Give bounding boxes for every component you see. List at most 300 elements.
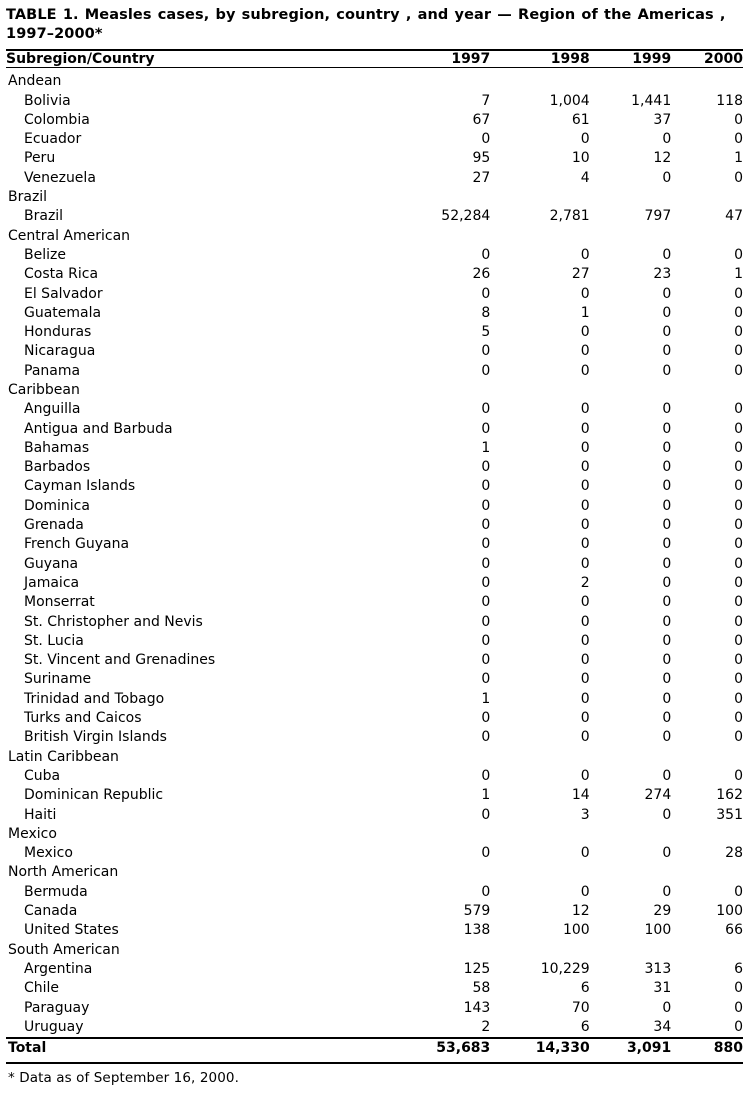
cases-2000 <box>671 863 743 882</box>
cases-2000: 0 <box>734 536 743 553</box>
cases-1999: 0 <box>662 594 672 611</box>
table-row <box>6 709 743 728</box>
table-row <box>6 207 743 226</box>
table-row <box>6 999 743 1018</box>
country-label: Dominican Republic <box>24 787 164 804</box>
cases-1997: 1 <box>481 439 491 456</box>
cases-1999: 0 <box>662 362 672 379</box>
country-label: Ecuador <box>24 131 82 148</box>
cases-1998 <box>490 227 589 246</box>
table-row <box>6 149 743 168</box>
table-row <box>6 1018 743 1038</box>
country-label: Canada <box>24 903 78 920</box>
cases-1999: 0 <box>662 574 672 591</box>
country-label: Brazil <box>24 208 64 225</box>
subregion-label: North American <box>8 864 119 881</box>
cases-1997: 0 <box>481 594 491 611</box>
country-label: British Virgin Islands <box>24 729 167 746</box>
table-row <box>6 111 743 130</box>
cases-2000 <box>671 381 743 400</box>
cases-1998: 4 <box>580 169 590 186</box>
cases-1999: 0 <box>662 999 672 1016</box>
country-label: Cuba <box>24 767 61 784</box>
table-row <box>6 92 743 111</box>
table-group-row <box>6 748 743 767</box>
cases-1998 <box>490 72 589 91</box>
cases-1999 <box>590 381 672 400</box>
cases-2000: 0 <box>734 420 743 437</box>
cases-1999: 0 <box>662 632 672 649</box>
cases-2000: 0 <box>734 574 743 591</box>
cases-1997: 125 <box>463 960 491 977</box>
cases-1998: 0 <box>580 594 590 611</box>
column-header-1997: 1997 <box>451 51 491 68</box>
cases-1999: 37 <box>653 111 672 128</box>
cases-1999: 1,441 <box>631 92 672 109</box>
cases-1997: 0 <box>481 845 491 862</box>
cases-1998: 0 <box>580 690 590 707</box>
table-row <box>6 439 743 458</box>
cases-2000: 0 <box>734 632 743 649</box>
country-label: Panama <box>24 362 81 379</box>
cases-1999 <box>590 748 672 767</box>
table-row <box>6 960 743 979</box>
cases-1998: 0 <box>580 131 590 148</box>
cases-1999: 313 <box>644 960 672 977</box>
cases-1997: 0 <box>481 497 491 514</box>
cases-1998: 0 <box>580 632 590 649</box>
cases-1999: 23 <box>653 266 672 283</box>
cases-2000: 0 <box>734 883 743 900</box>
country-label: Cayman Islands <box>24 478 136 495</box>
cases-1999: 0 <box>662 169 672 186</box>
cases-1997: 26 <box>472 266 491 283</box>
cases-1998 <box>490 825 589 844</box>
cases-1998: 0 <box>580 478 590 495</box>
cases-1999: 0 <box>662 401 672 418</box>
country-label: Jamaica <box>24 574 80 591</box>
table-row <box>6 670 743 689</box>
table-row <box>6 902 743 921</box>
cases-2000: 0 <box>734 652 743 669</box>
cases-1999: 0 <box>662 304 672 321</box>
cases-2000 <box>671 941 743 960</box>
table-group-row <box>6 863 743 882</box>
country-label: French Guyana <box>24 536 130 553</box>
cases-1999: 0 <box>662 324 672 341</box>
cases-1997: 5 <box>481 324 491 341</box>
cases-1998: 2 <box>580 574 590 591</box>
cases-1998: 70 <box>571 999 590 1016</box>
table-group-row <box>6 381 743 400</box>
cases-1997: 0 <box>481 131 491 148</box>
table-row <box>6 632 743 651</box>
cases-1998: 1,004 <box>549 92 590 109</box>
cases-1999 <box>590 863 672 882</box>
country-label: Costa Rica <box>24 266 99 283</box>
cases-1997: 0 <box>481 459 491 476</box>
measles-cases-table <box>6 49 743 1064</box>
subregion-label: Central American <box>8 227 131 244</box>
country-label: Guatemala <box>24 304 102 321</box>
cases-1997: 58 <box>472 980 491 997</box>
cases-2000: 1 <box>734 266 743 283</box>
table-group-row <box>6 72 743 91</box>
cases-1998: 0 <box>580 652 590 669</box>
cases-1997: 0 <box>481 613 491 630</box>
cases-2000: 0 <box>734 246 743 263</box>
cases-1997 <box>391 941 490 960</box>
subregion-label: Latin Caribbean <box>8 748 119 765</box>
cases-1998: 6 <box>580 1018 590 1035</box>
cases-1998: 61 <box>571 111 590 128</box>
cases-1998: 0 <box>580 401 590 418</box>
table-group-row <box>6 941 743 960</box>
cases-2000: 0 <box>734 362 743 379</box>
cases-1998: 27 <box>571 266 590 283</box>
table-row <box>6 285 743 304</box>
country-label: Turks and Caicos <box>24 710 142 727</box>
cases-1999: 100 <box>644 922 672 939</box>
cases-1998: 0 <box>580 459 590 476</box>
country-label: Uruguay <box>24 1018 84 1035</box>
cases-2000 <box>671 72 743 91</box>
cases-2000: 0 <box>734 594 743 611</box>
table-group-row <box>6 825 743 844</box>
cases-1998: 0 <box>580 845 590 862</box>
country-label: Argentina <box>24 960 93 977</box>
cases-1998: 0 <box>580 555 590 572</box>
table-row <box>6 516 743 535</box>
cases-1997: 67 <box>472 111 491 128</box>
cases-1997: 0 <box>481 517 491 534</box>
cases-1997: 1 <box>481 690 491 707</box>
column-header-1998: 1998 <box>550 51 590 68</box>
cases-2000 <box>671 748 743 767</box>
cases-1997: 2 <box>481 1018 491 1035</box>
cases-1997 <box>391 748 490 767</box>
cases-1999: 12 <box>653 150 672 167</box>
cases-1997: 53,683 <box>436 1040 491 1057</box>
cases-2000: 0 <box>734 343 743 360</box>
cases-1999 <box>590 941 672 960</box>
cases-1997: 0 <box>481 362 491 379</box>
cases-2000: 0 <box>734 980 743 997</box>
table-row <box>6 458 743 477</box>
table-row <box>6 420 743 439</box>
cases-1999: 0 <box>662 536 672 553</box>
country-label: Guyana <box>24 555 79 572</box>
cases-2000 <box>671 825 743 844</box>
table-row <box>6 979 743 998</box>
cases-1997: 1 <box>481 787 491 804</box>
cases-2000: 0 <box>734 478 743 495</box>
cases-2000: 0 <box>734 111 743 128</box>
cases-1997: 0 <box>481 536 491 553</box>
cases-2000: 118 <box>716 92 743 109</box>
cases-1997: 0 <box>481 420 491 437</box>
cases-2000: 0 <box>734 555 743 572</box>
table-row <box>6 304 743 323</box>
country-label: St. Christopher and Nevis <box>24 613 203 630</box>
cases-1998 <box>490 941 589 960</box>
cases-1999: 0 <box>662 517 672 534</box>
cases-1999: 0 <box>662 883 672 900</box>
table-row <box>6 728 743 747</box>
table-row <box>6 342 743 361</box>
country-label: Mexico <box>24 845 73 862</box>
cases-1999: 3,091 <box>626 1040 672 1057</box>
table-total-row <box>6 1038 743 1058</box>
cases-1999: 0 <box>662 806 672 823</box>
cases-1999: 0 <box>662 613 672 630</box>
table-row <box>6 767 743 786</box>
cases-2000 <box>671 188 743 207</box>
cases-1998: 2,781 <box>549 208 590 225</box>
cases-1997: 143 <box>463 999 491 1016</box>
cases-1999: 0 <box>662 845 672 862</box>
cases-1997 <box>391 381 490 400</box>
cases-1997: 0 <box>481 767 491 784</box>
cases-2000: 6 <box>734 960 743 977</box>
cases-2000 <box>671 227 743 246</box>
country-label: St. Lucia <box>24 632 84 649</box>
country-label: Chile <box>24 980 60 997</box>
table-header <box>6 50 743 68</box>
cases-1998: 3 <box>580 806 590 823</box>
cases-2000: 0 <box>734 517 743 534</box>
cases-1999: 0 <box>662 246 672 263</box>
country-label: Bahamas <box>24 439 90 456</box>
table-row <box>6 574 743 593</box>
cases-1998: 0 <box>580 246 590 263</box>
country-label: St. Vincent and Grenadines <box>24 652 216 669</box>
cases-1998: 0 <box>580 324 590 341</box>
cases-1997: 0 <box>481 671 491 688</box>
cases-2000: 0 <box>734 999 743 1016</box>
cases-2000: 0 <box>734 131 743 148</box>
cases-2000: 0 <box>734 324 743 341</box>
cases-1999: 0 <box>662 439 672 456</box>
cases-1999: 31 <box>653 980 672 997</box>
table-row <box>6 535 743 554</box>
column-header-1999: 1999 <box>632 51 672 68</box>
country-label: Nicaragua <box>24 343 96 360</box>
cases-1997: 0 <box>481 574 491 591</box>
table-row <box>6 497 743 516</box>
cases-1997 <box>391 188 490 207</box>
cases-2000: 0 <box>734 1018 743 1035</box>
table-row <box>6 593 743 612</box>
cases-2000: 0 <box>734 671 743 688</box>
cases-2000: 100 <box>716 903 743 920</box>
cases-2000: 0 <box>734 459 743 476</box>
cases-1998: 0 <box>580 536 590 553</box>
country-label: Paraguay <box>24 999 90 1016</box>
cases-1999: 0 <box>662 420 672 437</box>
cases-1997: 0 <box>481 401 491 418</box>
cases-1997: 0 <box>481 246 491 263</box>
cases-2000: 0 <box>734 710 743 727</box>
cases-1999: 29 <box>653 903 672 920</box>
table-bottom-rule <box>6 1058 743 1063</box>
cases-1998: 100 <box>562 922 590 939</box>
cases-1998: 0 <box>580 362 590 379</box>
cases-1997: 138 <box>463 922 491 939</box>
country-label: Total <box>8 1040 47 1057</box>
cases-2000: 880 <box>713 1040 743 1057</box>
cases-1998 <box>490 863 589 882</box>
cases-1998: 14,330 <box>535 1040 590 1057</box>
country-label: Monserrat <box>24 594 95 611</box>
cases-1998: 0 <box>580 671 590 688</box>
cases-1998: 0 <box>580 767 590 784</box>
cases-1998: 0 <box>580 420 590 437</box>
table-footnote: * Data as of September 16, 2000. <box>8 1070 239 1087</box>
cases-1999: 0 <box>662 478 672 495</box>
cases-1998: 0 <box>580 439 590 456</box>
cases-2000: 28 <box>725 845 743 862</box>
cases-1998: 0 <box>580 497 590 514</box>
cases-2000: 0 <box>734 729 743 746</box>
subregion-label: Caribbean <box>8 382 80 398</box>
cases-1998: 0 <box>580 613 590 630</box>
table-row <box>6 883 743 902</box>
table-row <box>6 555 743 574</box>
subregion-label: Andean <box>8 73 62 90</box>
cases-1998: 1 <box>580 304 590 321</box>
table-row <box>6 844 743 863</box>
cases-2000: 1 <box>734 150 743 167</box>
cases-1997: 95 <box>472 150 491 167</box>
cases-1997: 579 <box>463 903 491 920</box>
cases-1997 <box>391 227 490 246</box>
cases-2000: 0 <box>734 401 743 418</box>
cases-1998: 0 <box>580 729 590 746</box>
cases-2000: 0 <box>734 613 743 630</box>
cases-1998 <box>490 188 589 207</box>
cases-1999: 0 <box>662 671 672 688</box>
cases-1998: 0 <box>580 343 590 360</box>
country-label: Colombia <box>24 111 90 128</box>
cases-1999: 0 <box>662 497 672 514</box>
subregion-label: Mexico <box>8 825 57 842</box>
subregion-label: South American <box>8 941 120 958</box>
cases-1999: 0 <box>662 729 672 746</box>
cases-1997 <box>391 863 490 882</box>
country-label: Belize <box>24 246 66 263</box>
cases-1999: 0 <box>662 690 672 707</box>
cases-1999: 0 <box>662 652 672 669</box>
cases-1998: 0 <box>580 710 590 727</box>
cases-1997: 0 <box>481 632 491 649</box>
table-row <box>6 921 743 940</box>
cases-1997: 0 <box>481 343 491 360</box>
table-group-row <box>6 227 743 246</box>
cases-1997: 0 <box>481 652 491 669</box>
table-row <box>6 246 743 265</box>
cases-1999: 274 <box>644 787 672 804</box>
table-row <box>6 323 743 342</box>
cases-1997: 27 <box>472 169 491 186</box>
cases-2000: 162 <box>716 787 743 804</box>
cases-1998: 0 <box>580 285 590 302</box>
country-label: Bolivia <box>24 92 71 109</box>
cases-2000: 0 <box>734 304 743 321</box>
country-label: Barbados <box>24 459 91 476</box>
table-row <box>6 786 743 805</box>
cases-2000: 351 <box>716 806 743 823</box>
country-label: Grenada <box>24 517 84 534</box>
cases-1999: 0 <box>662 710 672 727</box>
cases-1999: 34 <box>653 1018 672 1035</box>
subregion-label: Brazil <box>8 189 48 206</box>
country-label: Honduras <box>24 324 92 341</box>
cases-1999: 0 <box>662 285 672 302</box>
cases-1998: 0 <box>580 517 590 534</box>
cases-1999 <box>590 825 672 844</box>
cases-1999: 0 <box>662 131 672 148</box>
country-label: Bermuda <box>24 883 88 900</box>
table-row <box>6 362 743 381</box>
table-group-row <box>6 188 743 207</box>
cases-2000: 0 <box>734 285 743 302</box>
country-label: Anguilla <box>24 401 81 418</box>
table-row <box>6 130 743 149</box>
table-body <box>6 68 743 1064</box>
table-row <box>6 400 743 419</box>
cases-2000: 47 <box>725 208 743 225</box>
table-row <box>6 613 743 632</box>
cases-1997 <box>391 825 490 844</box>
cases-2000: 0 <box>734 439 743 456</box>
cases-1997: 0 <box>481 285 491 302</box>
table-row <box>6 690 743 709</box>
cases-1997: 8 <box>481 304 491 321</box>
cases-1998: 14 <box>571 787 590 804</box>
country-label: Haiti <box>24 806 57 823</box>
cases-1999: 0 <box>662 767 672 784</box>
table-row <box>6 169 743 188</box>
table-row <box>6 806 743 825</box>
table-row <box>6 477 743 496</box>
cases-1999 <box>590 188 672 207</box>
cases-1998: 10,229 <box>540 960 590 977</box>
cases-1997: 0 <box>481 478 491 495</box>
country-label: Trinidad and Tobago <box>24 690 165 707</box>
cases-1998: 6 <box>580 980 590 997</box>
table-row <box>6 651 743 670</box>
cases-2000: 0 <box>734 767 743 784</box>
cases-2000: 0 <box>734 497 743 514</box>
cases-1997: 7 <box>481 92 491 109</box>
country-label: United States <box>24 922 119 939</box>
country-label: Dominica <box>24 497 90 514</box>
cases-1997 <box>391 72 490 91</box>
country-label: Peru <box>24 150 56 167</box>
cases-2000: 66 <box>725 922 743 939</box>
table-row <box>6 265 743 284</box>
cases-2000: 0 <box>734 169 743 186</box>
cases-1997: 52,284 <box>441 208 491 225</box>
country-label: Antigua and Barbuda <box>24 420 173 437</box>
cases-2000: 0 <box>734 690 743 707</box>
country-label: El Salvador <box>24 285 103 302</box>
bottom-rule-cell <box>6 1058 743 1063</box>
cases-1998: 10 <box>571 150 590 167</box>
column-header-subregion-country: Subregion/Country <box>6 51 155 68</box>
cases-1997: 0 <box>481 710 491 727</box>
